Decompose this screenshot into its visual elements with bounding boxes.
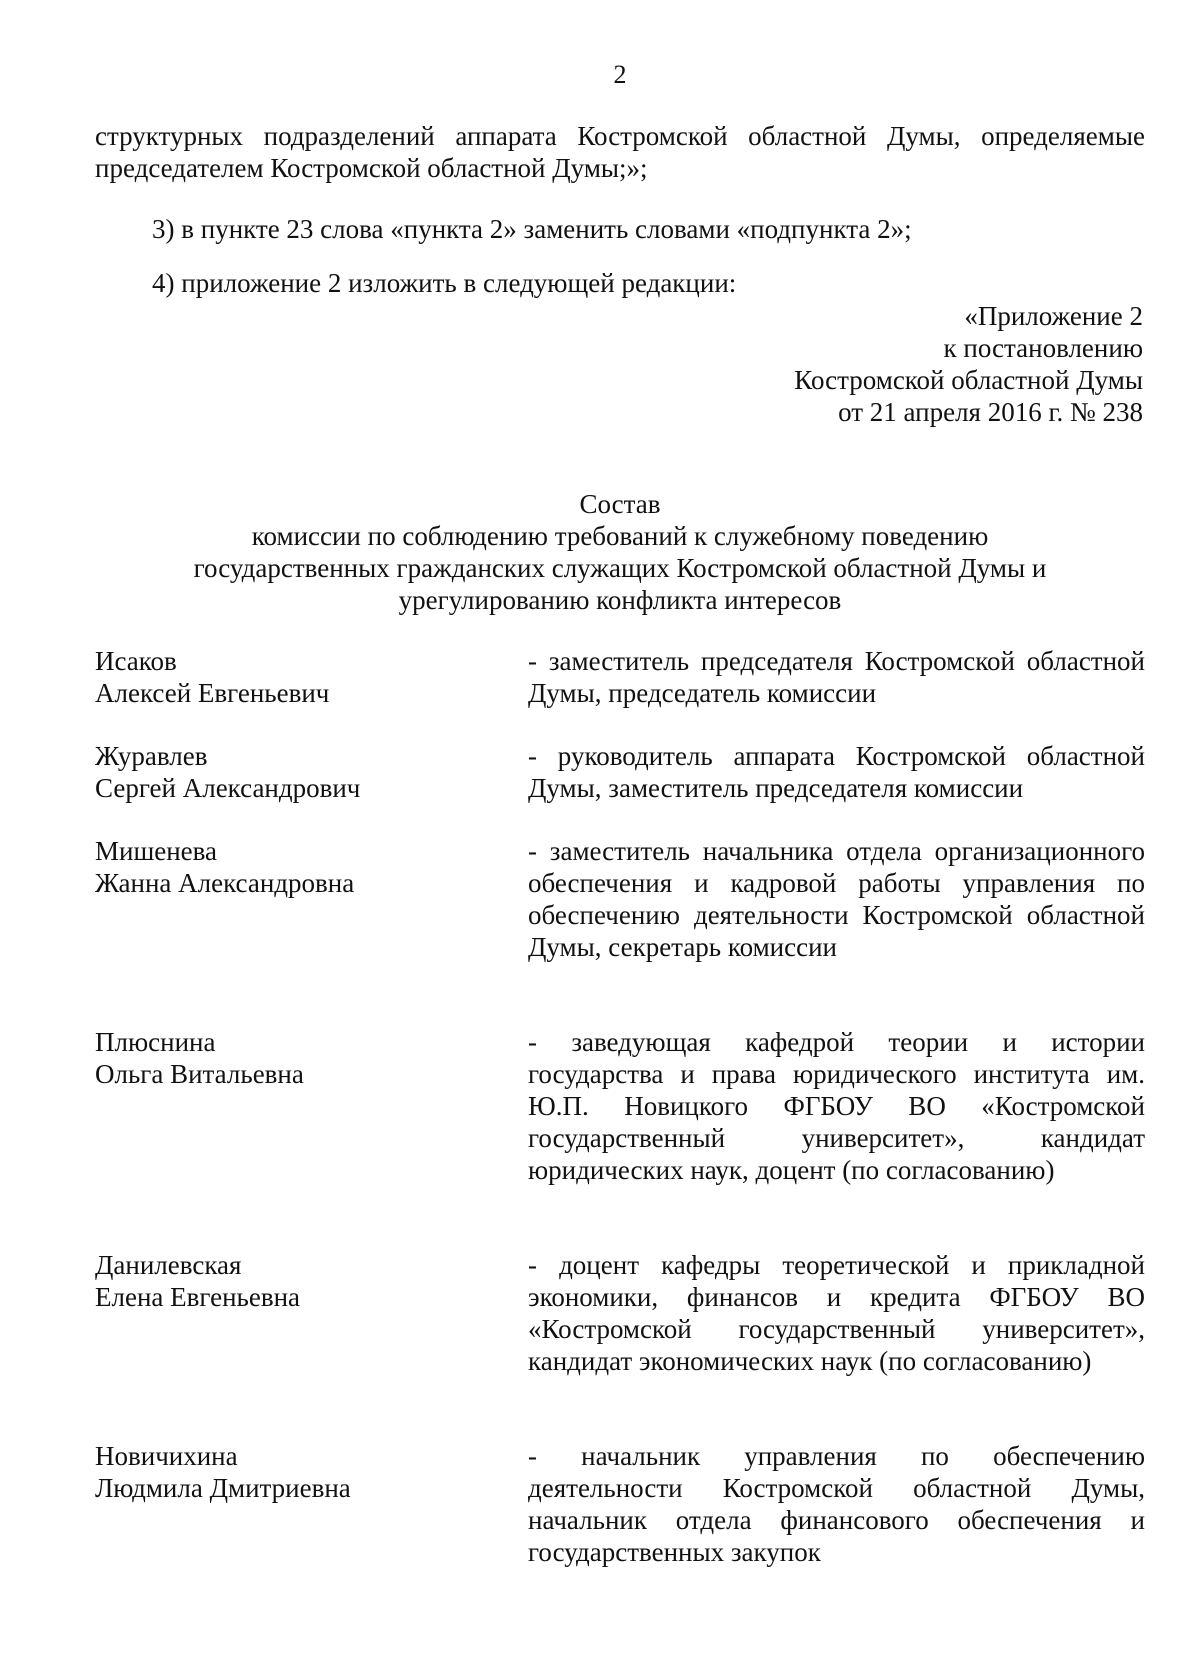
member-name	[95, 645, 528, 709]
member-name	[95, 835, 528, 963]
paragraph-line-1: структурных подразделений аппарата Костромской областной Думы, определяемые	[95, 121, 1145, 151]
member-given-names: Елена Евгеньевна	[95, 1282, 301, 1312]
member-name	[95, 1026, 528, 1186]
appendix-header-line-3: Костромской областной Думы	[794, 365, 1143, 395]
title-line-1: Состав	[579, 489, 661, 519]
title-line-4: урегулированию конфликта интересов	[398, 585, 842, 615]
member-given-names: Ольга Витальевна	[95, 1059, 304, 1089]
member-row	[95, 740, 1145, 804]
paragraph-line-2: председателем Костромской областной Думы;»;	[95, 153, 648, 183]
document-title	[95, 488, 1145, 616]
list-item-4: 4) приложение 2 изложить в следующей редакции:	[152, 268, 737, 298]
member-given-names: Жанна Александровна	[95, 868, 355, 898]
member-surname: Мишенева	[95, 836, 218, 866]
member-role: - руководитель аппарата Костромской областной Думы, заместитель председателя комиссии	[528, 741, 1145, 803]
page-number: 2	[613, 60, 627, 89]
member-surname: Журавлев	[95, 741, 208, 771]
title-line-3: государственных гражданских служащих Костромской областной Думы и	[193, 553, 1047, 583]
member-role: - заместитель начальника отдела организационного обеспечения и кадровой работы управления по обеспечению деятельности Костромской областной Думы, секретарь комиссии	[528, 836, 1145, 962]
member-surname: Плюснина	[95, 1027, 216, 1057]
title-line-2: комиссии по соблюдению требований к служебному поведению	[251, 521, 989, 551]
member-surname: Новичихина	[95, 1441, 238, 1471]
member-row	[95, 1026, 1145, 1186]
member-row	[95, 1440, 1145, 1568]
member-given-names: Людмила Дмитриевна	[95, 1473, 351, 1503]
member-name	[95, 1249, 528, 1377]
member-surname: Данилевская	[95, 1250, 242, 1280]
member-given-names: Сергей Александрович	[95, 773, 361, 803]
commission-members-list	[95, 645, 1145, 1568]
paragraph-continuation	[95, 120, 1145, 184]
member-role: - заведующая кафедрой теории и истории государства и права юридического института им. Ю.П. Новицкого ФГБОУ ВО «Костромской государственный университет», кандидат юридических наук, доцент (по согласованию)	[528, 1027, 1145, 1185]
member-row	[95, 835, 1145, 963]
appendix-header-line-4: от 21 апреля 2016 г. № 238	[838, 397, 1143, 427]
member-role: - заместитель председателя Костромской областной Думы, председатель комиссии	[528, 646, 1145, 708]
appendix-header-line-2: к постановлению	[943, 333, 1143, 363]
member-row	[95, 1249, 1145, 1377]
member-given-names: Алексей Евгеньевич	[95, 678, 330, 708]
member-surname: Исаков	[95, 646, 177, 676]
member-role: - начальник управления по обеспечению деятельности Костромской областной Думы, начальник отдела финансового обеспечения и государственных закупок	[528, 1441, 1145, 1567]
list-item-3: 3) в пункте 23 слова «пункта 2» заменить словами «подпункта 2»;	[152, 214, 912, 244]
member-name	[95, 740, 528, 804]
appendix-header-line-1: «Приложение 2	[964, 301, 1143, 331]
member-name	[95, 1440, 528, 1568]
appendix-header	[794, 300, 1143, 428]
member-row	[95, 645, 1145, 709]
member-role: - доцент кафедры теоретической и прикладной экономики, финансов и кредита ФГБОУ ВО «Костромской государственный университет», кандидат экономических наук (по согласованию)	[528, 1250, 1145, 1376]
